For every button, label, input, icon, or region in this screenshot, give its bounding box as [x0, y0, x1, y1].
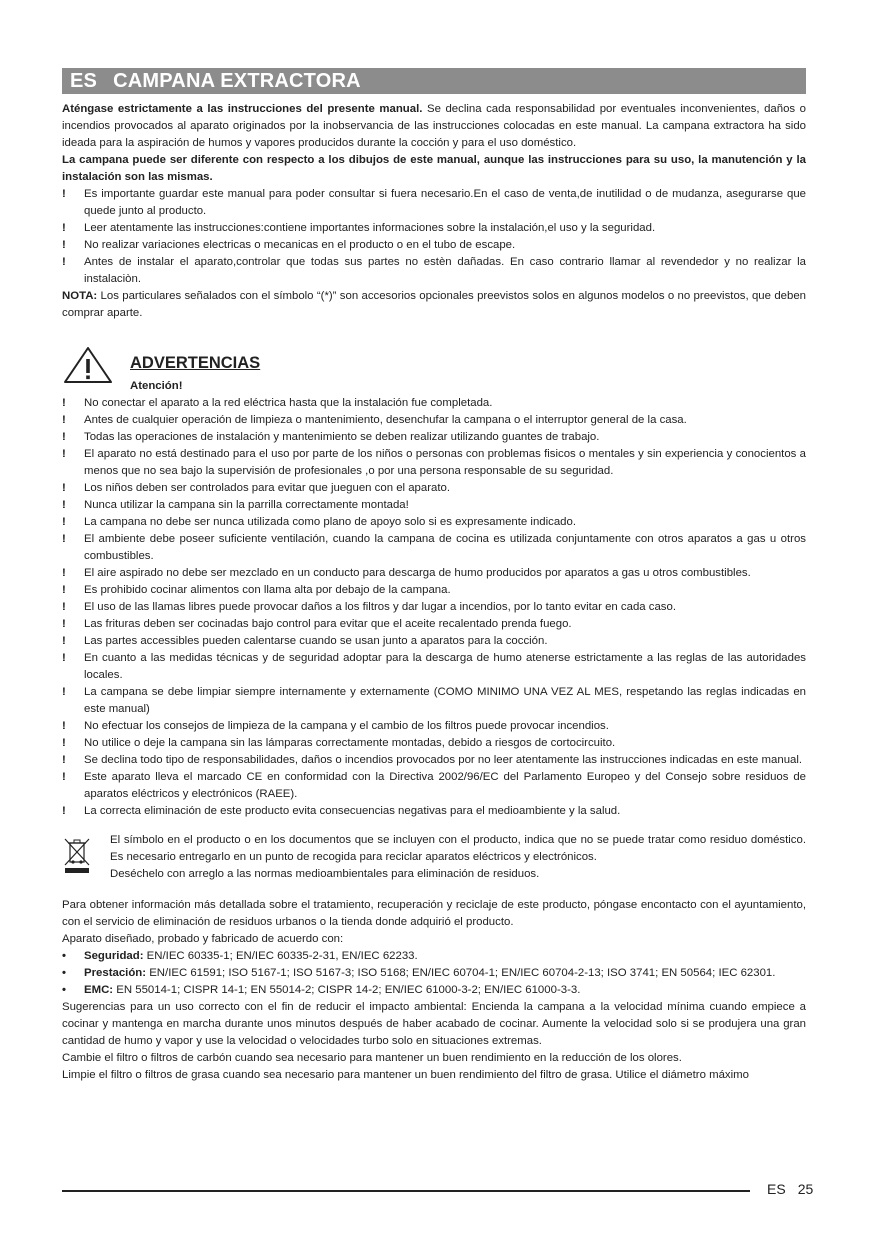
warning-list-item: [62, 480, 806, 497]
warning-list-item-text: El ambiente debe poseer suficiente ventilación, cuando la campana de cocina es utilizada conjuntamente con otros aparatos a gas u otros combustibles.: [84, 533, 806, 562]
warning-list-item-text: Las frituras deben ser cocinadas bajo control para evitar que el aceite recalentado prenda fuego.: [84, 618, 572, 630]
warning-list-item-text: Este aparato lleva el marcado CE en conformidad con la Directiva 2002/96/EC del Parlamento Europeo y del Consejo sobre residuos de aparatos eléctricos y electrónicos (RAEE).: [84, 771, 806, 800]
exclamation-marker: !: [62, 397, 66, 409]
bullet-marker: •: [62, 984, 66, 996]
manual-page: [62, 68, 806, 1084]
intro-list-item: [62, 254, 806, 288]
intro-list-item: [62, 186, 806, 220]
warning-list-item-text: Se declina todo tipo de responsabilidades, daños o incendios provocados por no leer atentamente las instrucciones indicadas en este manual.: [84, 754, 803, 766]
weee-text-disposal: Deséchelo con arreglo a las normas medioambientales para eliminación de residuos.: [110, 868, 540, 880]
exclamation-marker: !: [62, 256, 66, 268]
section-title-bar: [62, 68, 806, 94]
warning-list-item-text: Todas las operaciones de instalación y mantenimiento se deben realizar utilizando guantes de trabajo.: [84, 431, 600, 443]
intro-list-item-text: No realizar variaciones electricas o mecanicas en el producto o en el tubo de escape.: [84, 239, 516, 251]
exclamation-marker: !: [62, 448, 66, 460]
warning-list-item-text: No efectuar los consejos de limpieza de la campana y el cambio de los filtros puede provocar incendios.: [84, 720, 609, 732]
warning-list-item-text: El aire aspirado no debe ser mezclado en un conducto para descarga de humo producidos por aparatos a gas u otros combustibles.: [84, 567, 751, 579]
warning-list-item: [62, 599, 806, 616]
warning-list-item-text: La campana no debe ser nunca utilizada como plano de apoyo solo si es expresamente indicado.: [84, 516, 577, 528]
warning-list-item: [62, 803, 806, 820]
standard-label: EMC:: [84, 984, 114, 996]
intro-list-item: [62, 220, 806, 237]
footer-language: ES: [767, 1181, 786, 1197]
standard-codes: EN 55014-1; CISPR 14-1; EN 55014-2; CISPR 14-2; EN/IEC 61000-3-2; EN/IEC 61000-3-3.: [113, 984, 581, 996]
bullet-marker: •: [62, 950, 66, 962]
warnings-title: ADVERTENCIAS: [130, 354, 261, 372]
weee-notice: [62, 832, 806, 883]
warning-list-item-text: Antes de cualquier operación de limpieza o mantenimiento, desenchufar la campana o el interruptor general de la casa.: [84, 414, 687, 426]
intro-paragraph: Aténgase estrictamente a las instrucciones del presente manual. Se declina cada responsabilidad por eventuales inconvenientes, daños o incendios provocados al aparato originados por la inobservancia de las instrucciones colocadas en este manual. La campana extractora ha sido ideada para la aspiración de humos y vapores producidos durante la cocción y para el uso doméstico.: [62, 103, 806, 149]
warning-list-item-text: Las partes accessibles pueden calentarse cuando se usan junto a aparatos para la cocción.: [84, 635, 548, 647]
warning-list-item: [62, 446, 806, 480]
exclamation-marker: !: [62, 754, 66, 766]
intro-list-item: [62, 237, 806, 254]
intro-list: [62, 186, 806, 288]
language-code: ES: [70, 70, 98, 92]
intro-list-item-text: Leer atentamente las instrucciones:contiene importantes informaciones sobre la instalación,el uso y la seguridad.: [84, 222, 656, 234]
warning-list-item: [62, 718, 806, 735]
nota-paragraph: NOTA: Los particulares señalados con el símbolo “(*)” son accesorios opcionales preevistos solos en algunos modelos o no preevistos, que deben comprar aparte.: [62, 290, 806, 319]
page-number: 25: [797, 1181, 814, 1197]
exclamation-marker: !: [62, 499, 66, 511]
warning-list-item: [62, 565, 806, 582]
warning-list-item: [62, 497, 806, 514]
exclamation-marker: !: [62, 720, 66, 732]
warning-list-item-text: La campana se debe limpiar siempre internamente y externamente (COMO MINIMO UNA VEZ AL MES, respetando las reglas indicadas en este manual): [84, 686, 806, 715]
warning-list-item-text: En cuanto a las medidas técnicas y de seguridad adoptar para la descarga de humo atenerse estrictamente a las reglas de las autoridades locales.: [84, 652, 806, 681]
section-title: CAMPANA EXTRACTORA: [113, 70, 361, 92]
exclamation-marker: !: [62, 431, 66, 443]
warnings-header: [62, 346, 806, 395]
warning-list-item: [62, 582, 806, 599]
carbon-filter-paragraph: Cambie el filtro o filtros de carbón cuando sea necesario para mantener un buen rendimiento en la reducción de los olores.: [62, 1052, 682, 1064]
page-footer: [767, 1181, 825, 1197]
attention-label: Atención!: [130, 380, 183, 392]
warning-list-item-text: El uso de las llamas libres puede provocar daños a los filtros y dar lugar a incendios, por lo tanto evitar en cada caso.: [84, 601, 677, 613]
warning-list-item-text: No utilice o deje la campana sin las lámparas correctamente montadas, debido a riesgos de cortocircuito.: [84, 737, 616, 749]
exclamation-marker: !: [62, 516, 66, 528]
footer-rule: [62, 1190, 750, 1192]
standard-text: [84, 982, 806, 999]
standard-item: [62, 948, 806, 965]
standard-label: Prestación:: [84, 967, 147, 979]
exclamation-marker: !: [62, 533, 66, 545]
standard-item: [62, 965, 806, 982]
standard-codes: EN/IEC 61591; ISO 5167-1; ISO 5167-3; ISO 5168; EN/IEC 60704-1; EN/IEC 60704-2-13; ISO 3741; EN 50564; IEC 62301.: [146, 967, 776, 979]
warning-list-item: [62, 616, 806, 633]
exclamation-marker: !: [62, 414, 66, 426]
exclamation-marker: !: [62, 239, 66, 251]
warning-list-item: [62, 633, 806, 650]
warning-list-item: [62, 752, 806, 769]
exclamation-marker: !: [62, 601, 66, 613]
warning-list-item: [62, 429, 806, 446]
warning-list-item: [62, 514, 806, 531]
design-paragraph: Aparato diseñado, probado y fabricado de acuerdo con:: [62, 933, 344, 945]
exclamation-marker: !: [62, 567, 66, 579]
standard-label: Seguridad:: [84, 950, 144, 962]
warnings-list: [62, 395, 806, 820]
standard-codes: EN/IEC 60335-1; EN/IEC 60335-2-31, EN/IEC 62233.: [143, 950, 418, 962]
info-paragraph: Para obtener información más detallada sobre el tratamiento, recuperación y reciclaje de este producto, póngase encontacto con el ayuntamiento, con el servicio de eliminación de residuos urbanos o la tienda donde adquirió el producto.: [62, 899, 806, 928]
warning-list-item-text: Los niños deben ser controlados para evitar que jueguen con el aparato.: [84, 482, 451, 494]
warning-triangle-icon: [62, 346, 130, 395]
exclamation-marker: !: [62, 584, 66, 596]
exclamation-marker: !: [62, 618, 66, 630]
intro-list-item-text: Es importante guardar este manual para poder consultar si fuera necesario.En el caso de venta,de inutilidad o de mudanza, asegurarse que quede junto al producto.: [84, 188, 806, 217]
warning-list-item: [62, 735, 806, 752]
exclamation-marker: !: [62, 222, 66, 234]
standard-item: [62, 982, 806, 999]
warning-list-item: [62, 531, 806, 565]
warning-list-item-text: El aparato no está destinado para el uso por parte de los niños o personas con problemas fisicos o mentales y sin experiencia y conocientos a menos que no sea bajo la supervisión de profesionales ,o por una persona responsable de su seguridad.: [84, 448, 806, 477]
intro-list-item-text: Antes de instalar el aparato,controlar que todas sus partes no estèn dañadas. En caso contrario llamar al revendedor y no realizar la instalaciòn.: [84, 256, 806, 285]
warning-list-item-text: Nunca utilizar la campana sin la parrilla correctamente montada!: [84, 499, 409, 511]
standard-text: [84, 965, 806, 982]
warning-list-item-text: La correcta eliminación de este producto evita consecuencias negativas para el medioambiente y la salud.: [84, 805, 621, 817]
standards-list: [62, 948, 806, 999]
warning-list-item-text: No conectar el aparato a la red eléctrica hasta que la instalación fue completada.: [84, 397, 493, 409]
intro-note-bold: La campana puede ser diferente con respecto a los dibujos de este manual, aunque las instrucciones para su uso, la manutención y la instalación son las mismas.: [62, 154, 806, 183]
exclamation-marker: !: [62, 737, 66, 749]
warning-list-item: [62, 650, 806, 684]
exclamation-marker: !: [62, 635, 66, 647]
exclamation-marker: !: [62, 482, 66, 494]
exclamation-marker: !: [62, 652, 66, 664]
usage-tips-paragraph: Sugerencias para un uso correcto con el fin de reducir el impacto ambiental: Encienda la campana a la velocidad mínima cuando empiece a cocinar y mantenga en marcha durante unos minutos después de haber acabado de cocinar. Aumente la velocidad solo si se produjera una gran cantidad de humo y vapor y use la velocidad o velocidades turbo solo en situaciones extremas.: [62, 1001, 806, 1047]
warning-list-item: [62, 395, 806, 412]
exclamation-marker: !: [62, 805, 66, 817]
bullet-marker: •: [62, 967, 66, 979]
exclamation-marker: !: [62, 188, 66, 200]
warning-list-item: [62, 412, 806, 429]
warning-list-item-text: Es prohibido cocinar alimentos con llama alta por debajo de la campana.: [84, 584, 451, 596]
exclamation-marker: !: [62, 771, 66, 783]
grease-filter-paragraph: Limpie el filtro o filtros de grasa cuando sea necesario para mantener un buen rendimiento del filtro de grasa. Utilice el diámetro máximo: [62, 1069, 749, 1081]
exclamation-marker: !: [62, 686, 66, 698]
crossed-bin-icon: [62, 832, 110, 883]
standard-text: [84, 948, 806, 965]
warning-list-item: [62, 684, 806, 718]
warning-list-item: [62, 769, 806, 803]
weee-text: El símbolo en el producto o en los documentos que se incluyen con el producto, indica que no se puede tratar como residuo doméstico. Es necesario entregarlo en un punto de recogida para reciclar aparatos eléctricos y electrónicos.: [110, 834, 806, 863]
